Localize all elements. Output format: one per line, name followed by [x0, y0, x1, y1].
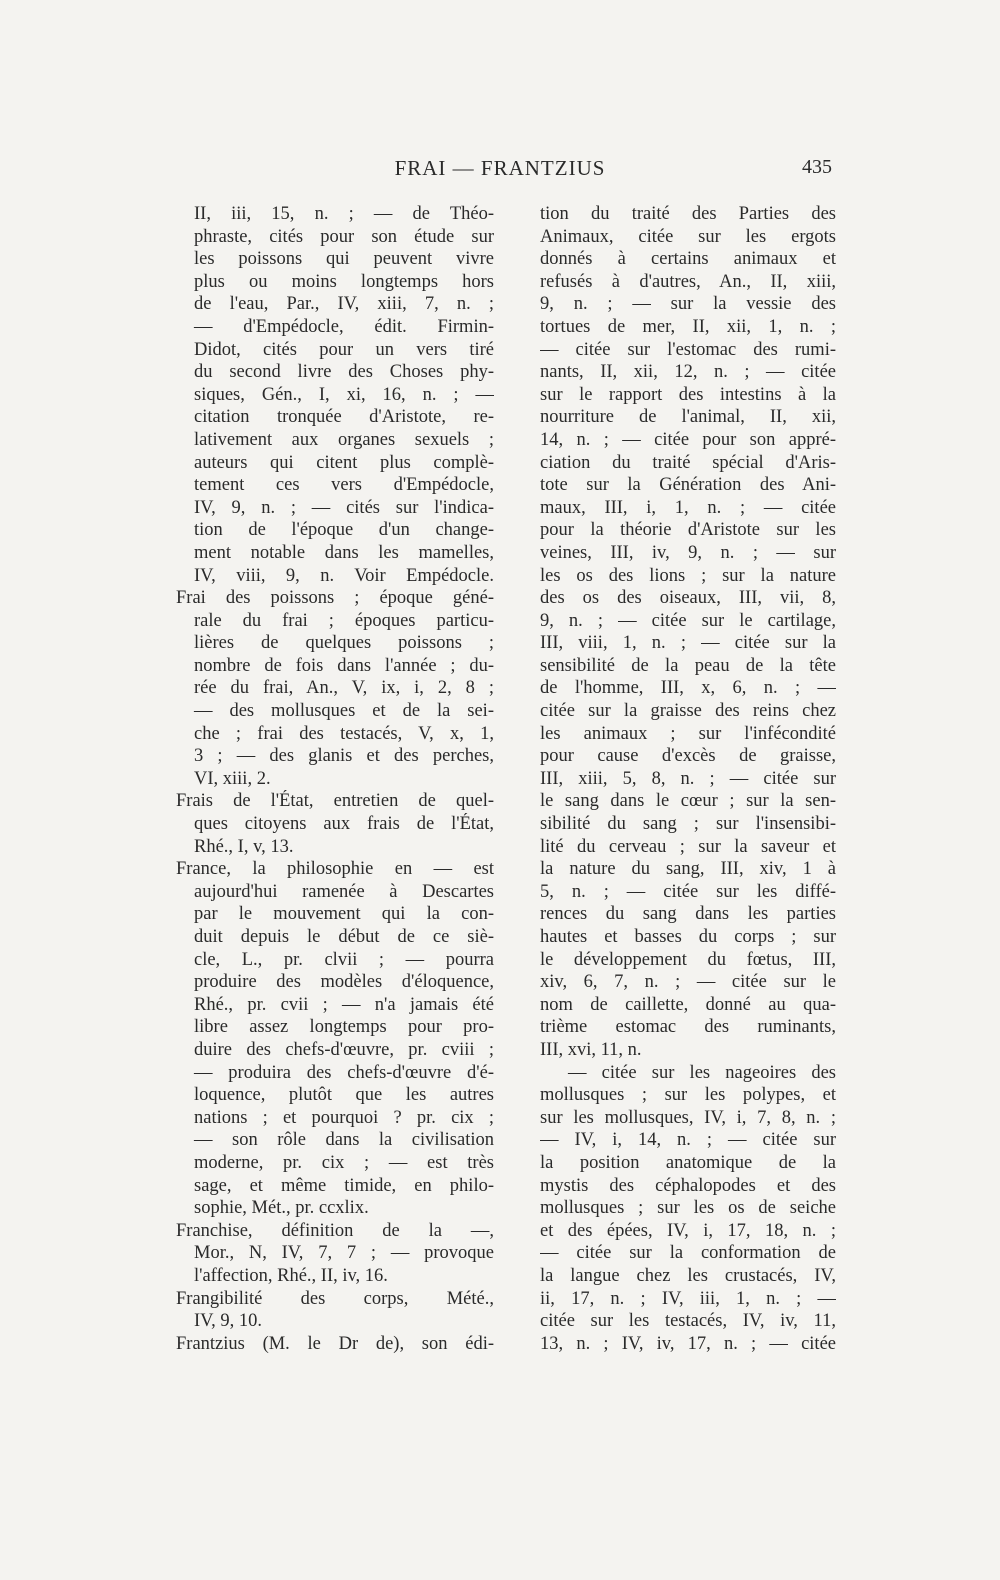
text-line: des os des oiseaux, III, vii, 8,: [540, 588, 836, 609]
text-line: — IV, i, 14, n. ; — citée sur: [540, 1130, 836, 1151]
running-head: FRAI — FRANTZIUS: [394, 156, 606, 180]
text-line: rale du frai ; époques particu-: [194, 610, 494, 631]
text-line: tortues de mer, II, xii, 1, n. ;: [540, 316, 836, 337]
text-line: et des épées, IV, i, 17, 18, n. ;: [540, 1220, 836, 1241]
text-line: Frais de l'État, entretien de quel-: [176, 791, 494, 812]
text-line: par le mouvement qui la con-: [194, 904, 494, 925]
text-line: maux, III, i, 1, n. ; — citée: [540, 497, 836, 518]
text-line: refusés à d'autres, An., II, xiii,: [540, 271, 836, 292]
text-line: hautes et basses du corps ; sur: [540, 927, 836, 947]
text-line: le développement du fœtus, III,: [540, 949, 836, 970]
text-line: mollusques ; sur les os de seiche: [540, 1198, 836, 1219]
text-line: France, la philosophie en — est: [176, 859, 494, 880]
text-line: — produira des chefs-d'œuvre d'é-: [194, 1062, 494, 1083]
text-line: sur les mollusques, IV, i, 7, 8, n. ;: [540, 1107, 836, 1128]
text-line: — des mollusques et de la sei-: [194, 701, 494, 722]
text-line: libre assez longtemps pour pro-: [194, 1017, 494, 1038]
text-line: 13, n. ; IV, iv, 17, n. ; — citée: [540, 1333, 836, 1354]
text-line: lativement aux organes sexuels ;: [194, 429, 494, 450]
text-line: de l'eau, Par., IV, xiii, 7, n. ;: [194, 294, 494, 315]
text-line: duire des chefs-d'œuvre, pr. cviii ;: [194, 1039, 494, 1060]
text-line: Frantzius (M. le Dr de), son édi-: [176, 1333, 494, 1354]
text-line: IV, 9, 10.: [194, 1311, 263, 1332]
text-line: II, iii, 15, n. ; — de Théo-: [194, 204, 494, 224]
text-line: ii, 17, n. ; IV, iii, 1, n. ; —: [540, 1288, 836, 1309]
text-line: nations ; et pourquoi ? pr. cix ;: [194, 1107, 494, 1128]
text-line: sensibilité de la peau de la tête: [540, 655, 836, 676]
text-line: sophie, Mét., pr. ccxlix.: [194, 1198, 369, 1219]
text-line: xiv, 6, 7, n. ; — citée sur le: [540, 972, 836, 993]
text-line: Mor., N, IV, 7, 7 ; — provoque: [194, 1243, 494, 1264]
text-line: donnés à certains animaux et: [540, 249, 836, 270]
text-line: nourriture de l'animal, II, xii,: [540, 407, 836, 428]
text-line: Animaux, citée sur les ergots: [540, 226, 836, 247]
text-line: Franchise, définition de la —,: [176, 1220, 494, 1241]
text-line: produire des modèles d'éloquence,: [194, 972, 494, 993]
text-line: — son rôle dans la civilisation: [194, 1130, 494, 1151]
text-line: citation tronquée d'Aristote, re-: [194, 407, 494, 428]
text-line: la nature du sang, III, xiv, 1 à: [540, 859, 836, 880]
text-line: nombre de fois dans l'année ; du-: [194, 655, 494, 676]
text-line: aujourd'hui ramenée à Descartes: [194, 881, 494, 902]
text-line: les poissons qui peuvent vivre: [194, 249, 494, 270]
text-line: Didot, cités pour un vers tiré: [194, 339, 494, 360]
text-line: III, xiii, 5, 8, n. ; — citée sur: [540, 768, 836, 789]
text-line: 3 ; — des glanis et des perches,: [194, 746, 494, 767]
text-line: les animaux ; sur l'infécondité: [540, 723, 836, 744]
text-line: veines, III, iv, 9, n. ; — sur: [540, 542, 836, 563]
text-line: III, xvi, 11, n.: [540, 1039, 642, 1060]
text-line: sibilité du sang ; sur l'insensibi-: [540, 814, 836, 835]
text-line: — citée sur l'estomac des rumi-: [540, 339, 836, 360]
text-line: tion du traité des Parties des: [540, 204, 836, 224]
text-line: ciation du traité spécial d'Aris-: [540, 452, 836, 473]
right-column: [540, 203, 836, 1355]
text-line: du second livre des Choses phy-: [194, 362, 494, 383]
text-line: l'affection, Rhé., II, iv, 16.: [194, 1265, 388, 1286]
text-line: IV, 9, n. ; — cités sur l'indica-: [194, 497, 494, 518]
text-line: le sang dans le cœur ; sur la sen-: [540, 791, 836, 812]
text-line: — citée sur la conformation de: [540, 1243, 836, 1264]
text-line: mystis des céphalopodes et des: [540, 1175, 836, 1196]
text-line: — d'Empédocle, édit. Firmin-: [194, 316, 494, 337]
text-line: cle, L., pr. clvii ; — pourra: [194, 949, 494, 970]
text-line: tement ces vers d'Empédocle,: [194, 475, 494, 496]
text-line: ques citoyens aux frais de l'État,: [194, 814, 494, 835]
text-line: tion de l'époque d'un change-: [194, 520, 494, 541]
text-line: lité du cerveau ; sur la saveur et: [540, 836, 836, 857]
text-line: sur le rapport des intestins à la: [540, 384, 836, 405]
text-line: lières de quelques poissons ;: [194, 633, 494, 654]
text-line: III, viii, 1, n. ; — citée sur la: [540, 633, 836, 654]
text-line: — citée sur les nageoires des: [568, 1062, 836, 1083]
text-line: ment notable dans les mamelles,: [194, 542, 494, 563]
text-line: 9, n. ; — citée sur le cartilage,: [540, 610, 836, 631]
text-line: Frangibilité des corps, Mété.,: [176, 1288, 494, 1309]
text-line: 14, n. ; — citée pour son appré-: [540, 429, 836, 450]
text-line: tote sur la Génération des Ani-: [540, 475, 836, 496]
text-line: les os des lions ; sur la nature: [540, 565, 836, 586]
text-line: loquence, plutôt que les autres: [194, 1085, 494, 1106]
text-line: rences du sang dans les parties: [540, 904, 836, 925]
text-line: rée du frai, An., V, ix, i, 2, 8 ;: [194, 678, 494, 699]
text-line: 9, n. ; — sur la vessie des: [540, 294, 836, 315]
text-line: nants, II, xii, 12, n. ; — citée: [540, 362, 836, 383]
text-line: pour cause d'excès de graisse,: [540, 746, 836, 767]
text-line: IV, viii, 9, n. Voir Empédocle.: [194, 565, 494, 586]
text-line: Rhé., I, v, 13.: [194, 836, 294, 857]
left-column: [176, 203, 494, 1355]
text-line: pour la théorie d'Aristote sur les: [540, 520, 836, 541]
text-line: auteurs qui citent plus complè-: [194, 452, 494, 473]
text-line: plus ou moins longtemps hors: [194, 271, 494, 292]
text-line: sage, et même timide, en philo-: [194, 1175, 494, 1196]
text-line: Rhé., pr. cvii ; — n'a jamais été: [194, 994, 494, 1015]
text-line: moderne, pr. cix ; — est très: [194, 1152, 494, 1173]
text-line: la langue chez les crustacés, IV,: [540, 1265, 836, 1286]
text-line: phraste, cités pour son étude sur: [194, 226, 494, 247]
text-line: de l'homme, III, x, 6, n. ; —: [540, 678, 836, 699]
text-line: nom de caillette, donné au qua-: [540, 994, 836, 1015]
text-line: citée sur les testacés, IV, iv, 11,: [540, 1311, 836, 1332]
text-line: la position anatomique de la: [540, 1152, 836, 1173]
page-number: 435: [802, 156, 832, 178]
text-line: Frai des poissons ; époque géné-: [176, 588, 494, 609]
page-header: [0, 156, 1000, 186]
text-line: trième estomac des ruminants,: [540, 1017, 836, 1038]
text-line: citée sur la graisse des reins chez: [540, 701, 836, 722]
text-line: VI, xiii, 2.: [194, 768, 271, 789]
text-line: 5, n. ; — citée sur les diffé-: [540, 881, 836, 902]
text-line: mollusques ; sur les polypes, et: [540, 1085, 836, 1106]
text-line: duit depuis le début de ce siè-: [194, 927, 494, 947]
text-line: siques, Gén., I, xi, 16, n. ; —: [194, 384, 494, 405]
text-line: che ; frai des testacés, V, x, 1,: [194, 723, 494, 744]
